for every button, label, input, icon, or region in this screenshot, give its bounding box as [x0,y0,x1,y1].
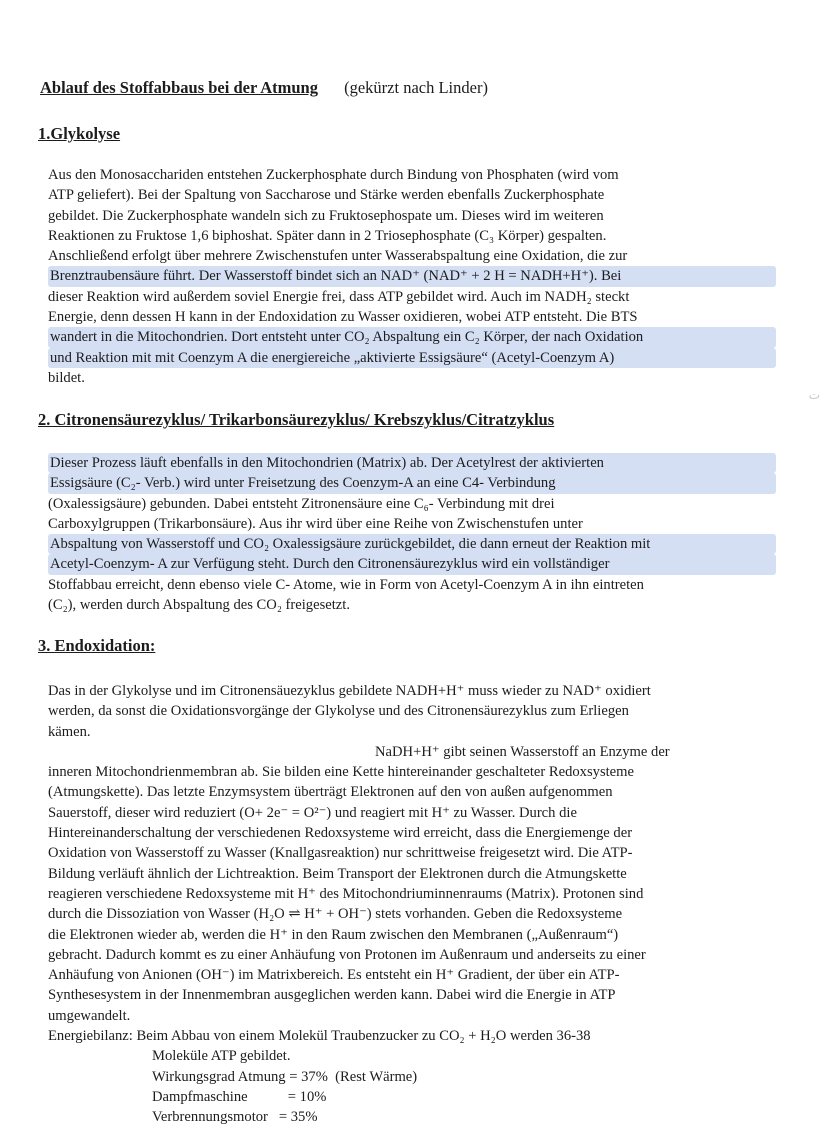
paragraph-line: (Oxalessigsäure) gebunden. Dabei entsteht Zitronensäure eine C₆- Verbindung mit drei [48,495,555,512]
highlighted-line: Acetyl-Coenzym- A zur Verfügung steht. Durch den Citronensäurezyklus wird ein vollständiger [48,554,776,574]
highlighted-line: Abspaltung von Wasserstoff und CO₂ Oxalessigsäure zurückgebildet, die dann erneut der Reaktion mit [48,534,776,554]
paragraph-glykolyse [48,165,776,388]
energy-balance-row: Wirkungsgrad Atmung = 37% (Rest Wärme) [152,1068,418,1085]
paragraph-line: gebracht. Dadurch kommt es zu einer Anhäufung von Protonen im Außenraum und anderseits zu einer [48,946,646,963]
paragraph-line: ATP geliefert). Bei der Spaltung von Saccharose und Stärke werden ebenfalls Zuckerphosphate [48,187,605,204]
paragraph-line: Anschließend erfolgt über mehrere Zwischenstufen unter Wasserabspaltung eine Oxidation, die zur [48,248,628,265]
paragraph-line: die Elektronen wieder ab, werden die H⁺ in den Raum zwischen den Membranen („Außenraum“) [48,926,619,943]
title-main: Ablauf des Stoffabbaus bei der Atmung [40,78,318,97]
section-heading-endoxidation: 3. Endoxidation: [38,636,156,655]
paragraph-line: Carboxylgruppen (Trikarbonsäure). Aus ihr wird über eine Reihe von Zwischenstufen unter [48,515,583,532]
paragraph-line: Das in der Glykolyse und im Citronensäuezyklus gebildete NADH+H⁺ muss wieder zu NAD⁺ oxidiert [48,683,651,699]
highlighted-line: Dieser Prozess läuft ebenfalls in den Mitochondrien (Matrix) ab. Der Acetylrest der aktivierten [48,453,776,473]
title-subtitle: (gekürzt nach Linder) [344,78,488,97]
highlighted-line: und Reaktion mit mit Coenzym A die energiereiche „aktivierte Essigsäure“ (Acetyl-Coenzym A) [48,348,776,368]
energy-balance-row: Dampfmaschine = 10% [152,1088,327,1105]
paragraph-line: Hintereinanderschaltung der verschiedenen Redoxsysteme wird erreicht, dass die Energiemenge der [48,825,633,842]
paragraph-line: gebildet. Die Zuckerphosphate wandeln sich zu Fruktosephospate um. Dieses wird im weiteren [48,207,604,224]
paragraph-line: (C₂), werden durch Abspaltung des CO₂ freigesetzt. [48,597,350,614]
paragraph-line: Aus den Monosacchariden entstehen Zuckerphosphate durch Bindung von Phosphaten (wird vom [48,167,619,183]
paragraph-line: Bildung verläuft ähnlich der Lichtreaktion. Beim Transport der Elektronen durch die Atmungskette [48,865,627,882]
energy-balance-row: Moleküle ATP gebildet. [152,1048,291,1065]
paragraph-line: Reaktionen zu Fruktose 1,6 biphoshat. Später dann in 2 Triosephosphate (C₃ Körper) gespalten. [48,227,607,244]
paragraph-citronensaeurezyklus [48,453,776,615]
paragraph-line: kämen. [48,723,91,740]
highlighted-line: Essigsäure (C₂- Verb.) wird unter Freisetzung des Coenzym-A an eine C4- Verbindung [48,473,776,493]
energy-balance [48,1026,776,1127]
paragraph-line: inneren Mitochondrienmembran ab. Sie bilden eine Kette hintereinander geschalteter Redoxsysteme [48,764,634,781]
highlighted-line: wandert in die Mitochondrien. Dort entsteht unter CO₂ Abspaltung ein C₂ Körper, der nach Oxidation [48,327,776,347]
document-title [40,78,488,98]
margin-mark: ت [808,388,820,402]
energy-balance-first-text: Beim Abbau von einem Molekül Traubenzucker zu CO₂ + H₂O werden 36-38 [136,1028,591,1044]
paragraph-line: durch die Dissoziation von Wasser (H₂O ⇌ H⁺ + OH⁻) stets vorhanden. Geben die Redoxsysteme [48,906,623,923]
highlighted-line: Brenztraubensäure führt. Der Wasserstoff bindet sich an NAD⁺ (NAD⁺ + 2 H = NADH+H⁺). Bei [48,266,776,286]
energy-balance-first-row [48,1026,776,1046]
energy-balance-label: Energiebilanz: [48,1028,133,1044]
paragraph-line: Oxidation von Wasserstoff zu Wasser (Knallgasreaktion) nur schrittweise freigesetzt wird. Die ATP- [48,845,633,862]
paragraph-line: NaDH+H⁺ gibt seinen Wasserstoff an Enzyme der [375,743,670,760]
paragraph-line: umgewandelt. [48,1007,131,1024]
section-heading-citronensaeurezyklus: 2. Citronensäurezyklus/ Trikarbonsäurezyklus/ Krebszyklus/Citratzyklus [38,410,555,429]
paragraph-line: Synthesesystem in der Innenmembran ausgeglichen werden kann. Dabei wird die Energie in ATP [48,987,616,1004]
paragraph-line: reagieren verschiedene Redoxsysteme mit H⁺ des Mitochondriuminnenraums (Matrix). Protonen sind [48,885,644,902]
paragraph-line: Anhäufung von Anionen (OH⁻) im Matrixbereich. Es entsteht ein H⁺ Gradient, der über ein ATP- [48,967,620,984]
paragraph-line: dieser Reaktion wird außerdem soviel Energie frei, dass ATP gebildet wird. Auch im NADH₂ steckt [48,288,630,305]
energy-balance-row: Verbrennungsmotor = 35% [152,1109,318,1126]
paragraph-line: werden, da sonst die Oxidationsvorgänge der Glykolyse und des Citronensäurezyklus zum Erliegen [48,703,629,720]
section-heading-glykolyse: 1.Glykolyse [38,124,121,143]
paragraph-line: bildet. [48,369,85,386]
paragraph-endoxidation [48,681,776,1026]
paragraph-line: Stoffabbau erreicht, denn ebenso viele C- Atome, wie in Form von Acetyl-Coenzym A in ihn eintreten [48,576,644,593]
paragraph-line: Sauerstoff, dieser wird reduziert (O+ 2e⁻ = O²⁻) und reagiert mit H⁺ zu Wasser. Durch die [48,804,577,821]
paragraph-line: Energie, denn dessen H kann in der Endoxidation zu Wasser oxidieren, wobei ATP entsteht. Die BTS [48,309,638,326]
paragraph-line: (Atmungskette). Das letzte Enzymsystem überträgt Elektronen auf den von außen aufgenommen [48,784,613,801]
